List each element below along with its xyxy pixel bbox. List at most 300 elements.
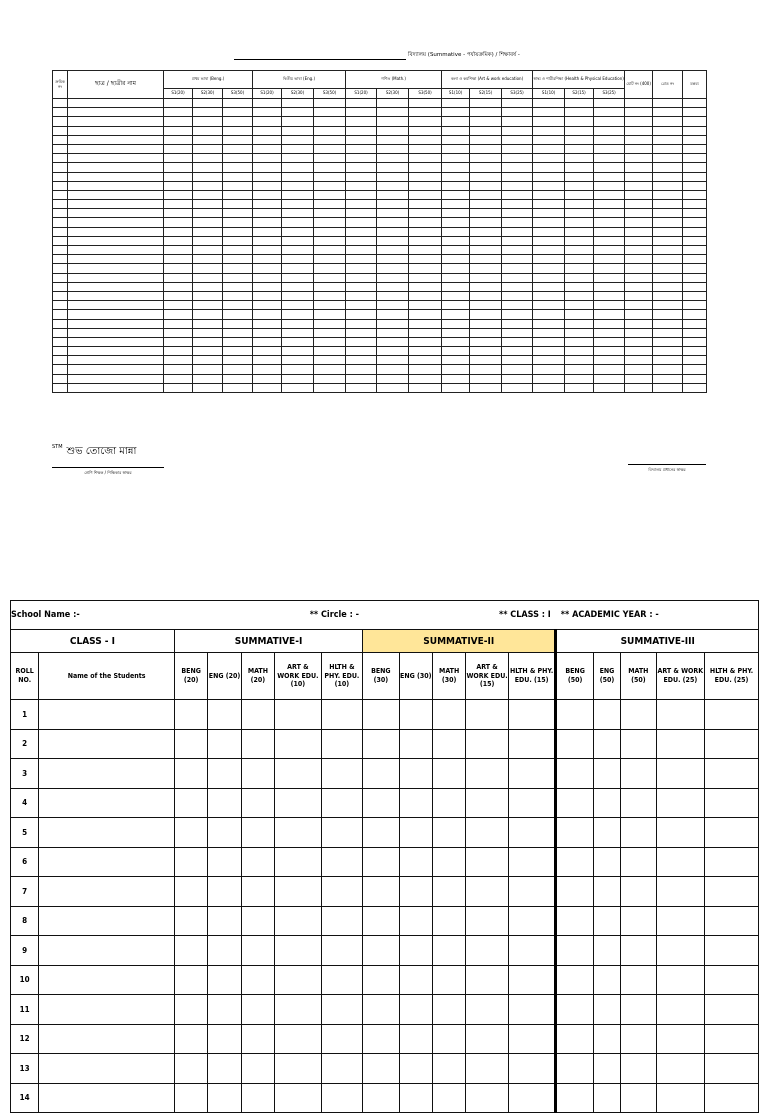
mark-cell[interactable] <box>164 347 193 356</box>
mark-cell[interactable] <box>470 255 502 264</box>
mark-cell[interactable] <box>625 264 653 273</box>
mark-cell[interactable] <box>164 282 193 291</box>
mark-cell[interactable] <box>466 1024 509 1054</box>
mark-cell[interactable] <box>53 319 68 328</box>
mark-cell[interactable] <box>253 126 282 135</box>
mark-cell[interactable] <box>377 337 409 346</box>
mark-cell[interactable] <box>253 319 282 328</box>
mark-cell[interactable] <box>314 383 346 392</box>
mark-cell[interactable] <box>653 135 683 144</box>
mark-cell[interactable] <box>314 310 346 319</box>
mark-cell[interactable] <box>625 117 653 126</box>
mark-cell[interactable] <box>565 264 594 273</box>
mark-cell[interactable] <box>470 172 502 181</box>
mark-cell[interactable] <box>470 246 502 255</box>
mark-cell[interactable] <box>377 227 409 236</box>
mark-cell[interactable] <box>625 310 653 319</box>
mark-cell[interactable] <box>314 190 346 199</box>
mark-cell[interactable] <box>508 818 556 848</box>
mark-cell[interactable] <box>314 227 346 236</box>
mark-cell[interactable] <box>193 163 223 172</box>
student-name-cell[interactable] <box>39 788 175 818</box>
mark-cell[interactable] <box>193 200 223 209</box>
mark-cell[interactable] <box>53 236 68 245</box>
mark-cell[interactable] <box>275 1054 322 1084</box>
mark-cell[interactable] <box>625 236 653 245</box>
mark-cell[interactable] <box>653 347 683 356</box>
mark-cell[interactable] <box>653 319 683 328</box>
mark-cell[interactable] <box>593 759 620 789</box>
mark-cell[interactable] <box>314 328 346 337</box>
mark-cell[interactable] <box>565 236 594 245</box>
mark-cell[interactable] <box>705 788 759 818</box>
mark-cell[interactable] <box>621 1083 656 1113</box>
mark-cell[interactable] <box>164 190 193 199</box>
mark-cell[interactable] <box>223 328 253 337</box>
mark-cell[interactable] <box>533 172 565 181</box>
mark-cell[interactable] <box>565 209 594 218</box>
mark-cell[interactable] <box>223 117 253 126</box>
mark-cell[interactable] <box>399 1083 432 1113</box>
mark-cell[interactable] <box>253 291 282 300</box>
mark-cell[interactable] <box>223 310 253 319</box>
mark-cell[interactable] <box>377 190 409 199</box>
mark-cell[interactable] <box>653 255 683 264</box>
mark-cell[interactable] <box>565 154 594 163</box>
mark-cell[interactable] <box>466 759 509 789</box>
mark-cell[interactable] <box>533 273 565 282</box>
mark-cell[interactable] <box>346 209 377 218</box>
mark-cell[interactable] <box>314 218 346 227</box>
mark-cell[interactable] <box>502 383 533 392</box>
mark-cell[interactable] <box>409 117 442 126</box>
mark-cell[interactable] <box>683 135 707 144</box>
mark-cell[interactable] <box>53 218 68 227</box>
mark-cell[interactable] <box>193 301 223 310</box>
mark-cell[interactable] <box>223 264 253 273</box>
mark-cell[interactable] <box>470 356 502 365</box>
mark-cell[interactable] <box>502 190 533 199</box>
mark-cell[interactable] <box>502 310 533 319</box>
mark-cell[interactable] <box>208 995 241 1025</box>
mark-cell[interactable] <box>432 1024 465 1054</box>
mark-cell[interactable] <box>653 218 683 227</box>
mark-cell[interactable] <box>625 246 653 255</box>
mark-cell[interactable] <box>241 877 274 907</box>
mark-cell[interactable] <box>470 337 502 346</box>
mark-cell[interactable] <box>253 264 282 273</box>
mark-cell[interactable] <box>53 190 68 199</box>
mark-cell[interactable] <box>502 347 533 356</box>
mark-cell[interactable] <box>253 236 282 245</box>
mark-cell[interactable] <box>241 847 274 877</box>
mark-cell[interactable] <box>683 328 707 337</box>
academic-year-label[interactable]: ** ACADEMIC YEAR : - <box>560 610 659 620</box>
mark-cell[interactable] <box>223 255 253 264</box>
mark-cell[interactable] <box>321 700 362 730</box>
mark-cell[interactable] <box>683 383 707 392</box>
mark-cell[interactable] <box>377 246 409 255</box>
mark-cell[interactable] <box>164 319 193 328</box>
mark-cell[interactable] <box>556 877 593 907</box>
mark-cell[interactable] <box>53 282 68 291</box>
mark-cell[interactable] <box>164 255 193 264</box>
mark-cell[interactable] <box>625 126 653 135</box>
mark-cell[interactable] <box>705 700 759 730</box>
mark-cell[interactable] <box>346 365 377 374</box>
mark-cell[interactable] <box>683 181 707 190</box>
mark-cell[interactable] <box>208 906 241 936</box>
mark-cell[interactable] <box>314 356 346 365</box>
mark-cell[interactable] <box>466 847 509 877</box>
student-name-cell[interactable] <box>68 273 164 282</box>
mark-cell[interactable] <box>174 847 207 877</box>
student-name-cell[interactable] <box>68 181 164 190</box>
mark-cell[interactable] <box>565 200 594 209</box>
mark-cell[interactable] <box>653 291 683 300</box>
mark-cell[interactable] <box>470 126 502 135</box>
mark-cell[interactable] <box>208 965 241 995</box>
mark-cell[interactable] <box>502 374 533 383</box>
mark-cell[interactable] <box>565 135 594 144</box>
mark-cell[interactable] <box>174 877 207 907</box>
mark-cell[interactable] <box>282 301 314 310</box>
mark-cell[interactable] <box>442 172 470 181</box>
mark-cell[interactable] <box>594 347 625 356</box>
mark-cell[interactable] <box>223 218 253 227</box>
mark-cell[interactable] <box>377 218 409 227</box>
mark-cell[interactable] <box>363 906 399 936</box>
mark-cell[interactable] <box>409 374 442 383</box>
mark-cell[interactable] <box>466 729 509 759</box>
mark-cell[interactable] <box>314 117 346 126</box>
mark-cell[interactable] <box>653 126 683 135</box>
mark-cell[interactable] <box>282 255 314 264</box>
mark-cell[interactable] <box>208 1024 241 1054</box>
mark-cell[interactable] <box>683 227 707 236</box>
mark-cell[interactable] <box>533 264 565 273</box>
mark-cell[interactable] <box>409 337 442 346</box>
mark-cell[interactable] <box>533 99 565 108</box>
mark-cell[interactable] <box>193 172 223 181</box>
mark-cell[interactable] <box>556 729 593 759</box>
mark-cell[interactable] <box>314 273 346 282</box>
mark-cell[interactable] <box>621 965 656 995</box>
mark-cell[interactable] <box>683 126 707 135</box>
mark-cell[interactable] <box>164 301 193 310</box>
mark-cell[interactable] <box>653 301 683 310</box>
mark-cell[interactable] <box>282 144 314 153</box>
mark-cell[interactable] <box>621 1054 656 1084</box>
mark-cell[interactable] <box>653 246 683 255</box>
mark-cell[interactable] <box>533 126 565 135</box>
mark-cell[interactable] <box>533 227 565 236</box>
mark-cell[interactable] <box>346 181 377 190</box>
mark-cell[interactable] <box>193 117 223 126</box>
mark-cell[interactable] <box>53 209 68 218</box>
mark-cell[interactable] <box>593 1083 620 1113</box>
mark-cell[interactable] <box>470 273 502 282</box>
mark-cell[interactable] <box>253 328 282 337</box>
mark-cell[interactable] <box>533 190 565 199</box>
student-name-cell[interactable] <box>39 1083 175 1113</box>
mark-cell[interactable] <box>656 1024 705 1054</box>
mark-cell[interactable] <box>594 301 625 310</box>
mark-cell[interactable] <box>466 788 509 818</box>
mark-cell[interactable] <box>253 365 282 374</box>
mark-cell[interactable] <box>399 936 432 966</box>
mark-cell[interactable] <box>253 218 282 227</box>
mark-cell[interactable] <box>253 383 282 392</box>
mark-cell[interactable] <box>208 759 241 789</box>
mark-cell[interactable] <box>593 700 620 730</box>
student-name-cell[interactable] <box>68 144 164 153</box>
mark-cell[interactable] <box>223 200 253 209</box>
mark-cell[interactable] <box>193 310 223 319</box>
mark-cell[interactable] <box>565 301 594 310</box>
mark-cell[interactable] <box>253 337 282 346</box>
mark-cell[interactable] <box>625 108 653 117</box>
mark-cell[interactable] <box>253 181 282 190</box>
mark-cell[interactable] <box>653 144 683 153</box>
mark-cell[interactable] <box>683 282 707 291</box>
mark-cell[interactable] <box>193 255 223 264</box>
mark-cell[interactable] <box>508 906 556 936</box>
mark-cell[interactable] <box>502 144 533 153</box>
mark-cell[interactable] <box>442 264 470 273</box>
mark-cell[interactable] <box>508 729 556 759</box>
mark-cell[interactable] <box>556 759 593 789</box>
mark-cell[interactable] <box>705 1054 759 1084</box>
mark-cell[interactable] <box>164 144 193 153</box>
mark-cell[interactable] <box>409 301 442 310</box>
mark-cell[interactable] <box>321 818 362 848</box>
mark-cell[interactable] <box>656 965 705 995</box>
mark-cell[interactable] <box>565 328 594 337</box>
mark-cell[interactable] <box>363 936 399 966</box>
mark-cell[interactable] <box>193 319 223 328</box>
mark-cell[interactable] <box>282 117 314 126</box>
mark-cell[interactable] <box>223 154 253 163</box>
mark-cell[interactable] <box>53 374 68 383</box>
mark-cell[interactable] <box>363 818 399 848</box>
mark-cell[interactable] <box>346 163 377 172</box>
mark-cell[interactable] <box>442 337 470 346</box>
mark-cell[interactable] <box>625 209 653 218</box>
mark-cell[interactable] <box>593 995 620 1025</box>
mark-cell[interactable] <box>53 356 68 365</box>
mark-cell[interactable] <box>594 172 625 181</box>
mark-cell[interactable] <box>363 1083 399 1113</box>
mark-cell[interactable] <box>621 700 656 730</box>
mark-cell[interactable] <box>241 700 274 730</box>
mark-cell[interactable] <box>533 310 565 319</box>
mark-cell[interactable] <box>533 200 565 209</box>
mark-cell[interactable] <box>621 788 656 818</box>
mark-cell[interactable] <box>683 347 707 356</box>
mark-cell[interactable] <box>282 310 314 319</box>
mark-cell[interactable] <box>253 117 282 126</box>
mark-cell[interactable] <box>556 700 593 730</box>
mark-cell[interactable] <box>377 163 409 172</box>
mark-cell[interactable] <box>321 788 362 818</box>
mark-cell[interactable] <box>442 135 470 144</box>
mark-cell[interactable] <box>174 729 207 759</box>
mark-cell[interactable] <box>594 356 625 365</box>
mark-cell[interactable] <box>208 729 241 759</box>
student-name-cell[interactable] <box>68 255 164 264</box>
mark-cell[interactable] <box>314 365 346 374</box>
mark-cell[interactable] <box>314 172 346 181</box>
mark-cell[interactable] <box>174 906 207 936</box>
mark-cell[interactable] <box>164 218 193 227</box>
mark-cell[interactable] <box>377 356 409 365</box>
mark-cell[interactable] <box>466 906 509 936</box>
mark-cell[interactable] <box>705 906 759 936</box>
mark-cell[interactable] <box>314 374 346 383</box>
mark-cell[interactable] <box>533 383 565 392</box>
mark-cell[interactable] <box>594 144 625 153</box>
circle-label[interactable]: ** Circle : - <box>309 610 359 620</box>
mark-cell[interactable] <box>208 788 241 818</box>
mark-cell[interactable] <box>705 1024 759 1054</box>
mark-cell[interactable] <box>53 144 68 153</box>
mark-cell[interactable] <box>625 190 653 199</box>
student-name-cell[interactable] <box>68 172 164 181</box>
mark-cell[interactable] <box>409 108 442 117</box>
student-name-cell[interactable] <box>68 319 164 328</box>
mark-cell[interactable] <box>470 209 502 218</box>
mark-cell[interactable] <box>53 246 68 255</box>
mark-cell[interactable] <box>409 356 442 365</box>
mark-cell[interactable] <box>241 906 274 936</box>
student-name-cell[interactable] <box>68 135 164 144</box>
mark-cell[interactable] <box>432 1054 465 1084</box>
mark-cell[interactable] <box>275 877 322 907</box>
mark-cell[interactable] <box>253 200 282 209</box>
mark-cell[interactable] <box>625 374 653 383</box>
mark-cell[interactable] <box>594 117 625 126</box>
mark-cell[interactable] <box>432 965 465 995</box>
mark-cell[interactable] <box>363 729 399 759</box>
mark-cell[interactable] <box>533 301 565 310</box>
student-name-cell[interactable] <box>39 700 175 730</box>
mark-cell[interactable] <box>314 301 346 310</box>
mark-cell[interactable] <box>470 227 502 236</box>
mark-cell[interactable] <box>594 383 625 392</box>
mark-cell[interactable] <box>174 818 207 848</box>
mark-cell[interactable] <box>253 347 282 356</box>
mark-cell[interactable] <box>432 1083 465 1113</box>
mark-cell[interactable] <box>409 126 442 135</box>
mark-cell[interactable] <box>409 291 442 300</box>
mark-cell[interactable] <box>556 936 593 966</box>
mark-cell[interactable] <box>705 729 759 759</box>
mark-cell[interactable] <box>442 108 470 117</box>
mark-cell[interactable] <box>164 291 193 300</box>
mark-cell[interactable] <box>314 291 346 300</box>
mark-cell[interactable] <box>314 209 346 218</box>
mark-cell[interactable] <box>164 126 193 135</box>
mark-cell[interactable] <box>625 255 653 264</box>
mark-cell[interactable] <box>705 936 759 966</box>
student-name-cell[interactable] <box>39 1054 175 1084</box>
mark-cell[interactable] <box>223 135 253 144</box>
mark-cell[interactable] <box>377 108 409 117</box>
mark-cell[interactable] <box>442 255 470 264</box>
mark-cell[interactable] <box>208 818 241 848</box>
mark-cell[interactable] <box>683 108 707 117</box>
mark-cell[interactable] <box>193 246 223 255</box>
mark-cell[interactable] <box>282 209 314 218</box>
mark-cell[interactable] <box>442 126 470 135</box>
mark-cell[interactable] <box>565 218 594 227</box>
mark-cell[interactable] <box>683 337 707 346</box>
mark-cell[interactable] <box>432 729 465 759</box>
mark-cell[interactable] <box>683 291 707 300</box>
mark-cell[interactable] <box>656 906 705 936</box>
mark-cell[interactable] <box>502 200 533 209</box>
student-name-cell[interactable] <box>68 347 164 356</box>
mark-cell[interactable] <box>53 301 68 310</box>
mark-cell[interactable] <box>508 847 556 877</box>
mark-cell[interactable] <box>625 273 653 282</box>
mark-cell[interactable] <box>321 965 362 995</box>
mark-cell[interactable] <box>193 99 223 108</box>
mark-cell[interactable] <box>253 154 282 163</box>
mark-cell[interactable] <box>377 310 409 319</box>
mark-cell[interactable] <box>193 218 223 227</box>
mark-cell[interactable] <box>275 729 322 759</box>
mark-cell[interactable] <box>683 310 707 319</box>
mark-cell[interactable] <box>683 209 707 218</box>
mark-cell[interactable] <box>321 906 362 936</box>
mark-cell[interactable] <box>565 337 594 346</box>
mark-cell[interactable] <box>683 246 707 255</box>
mark-cell[interactable] <box>282 190 314 199</box>
mark-cell[interactable] <box>346 347 377 356</box>
mark-cell[interactable] <box>275 936 322 966</box>
mark-cell[interactable] <box>565 246 594 255</box>
mark-cell[interactable] <box>442 99 470 108</box>
mark-cell[interactable] <box>593 729 620 759</box>
mark-cell[interactable] <box>432 906 465 936</box>
mark-cell[interactable] <box>241 1083 274 1113</box>
student-name-cell[interactable] <box>68 126 164 135</box>
mark-cell[interactable] <box>565 126 594 135</box>
mark-cell[interactable] <box>164 264 193 273</box>
mark-cell[interactable] <box>565 347 594 356</box>
mark-cell[interactable] <box>683 172 707 181</box>
mark-cell[interactable] <box>442 190 470 199</box>
mark-cell[interactable] <box>275 759 322 789</box>
mark-cell[interactable] <box>442 383 470 392</box>
mark-cell[interactable] <box>705 818 759 848</box>
mark-cell[interactable] <box>502 117 533 126</box>
mark-cell[interactable] <box>565 383 594 392</box>
mark-cell[interactable] <box>346 319 377 328</box>
student-name-cell[interactable] <box>68 264 164 273</box>
mark-cell[interactable] <box>565 117 594 126</box>
mark-cell[interactable] <box>502 328 533 337</box>
mark-cell[interactable] <box>314 347 346 356</box>
mark-cell[interactable] <box>625 356 653 365</box>
mark-cell[interactable] <box>314 126 346 135</box>
mark-cell[interactable] <box>223 236 253 245</box>
mark-cell[interactable] <box>314 255 346 264</box>
mark-cell[interactable] <box>241 729 274 759</box>
mark-cell[interactable] <box>53 108 68 117</box>
